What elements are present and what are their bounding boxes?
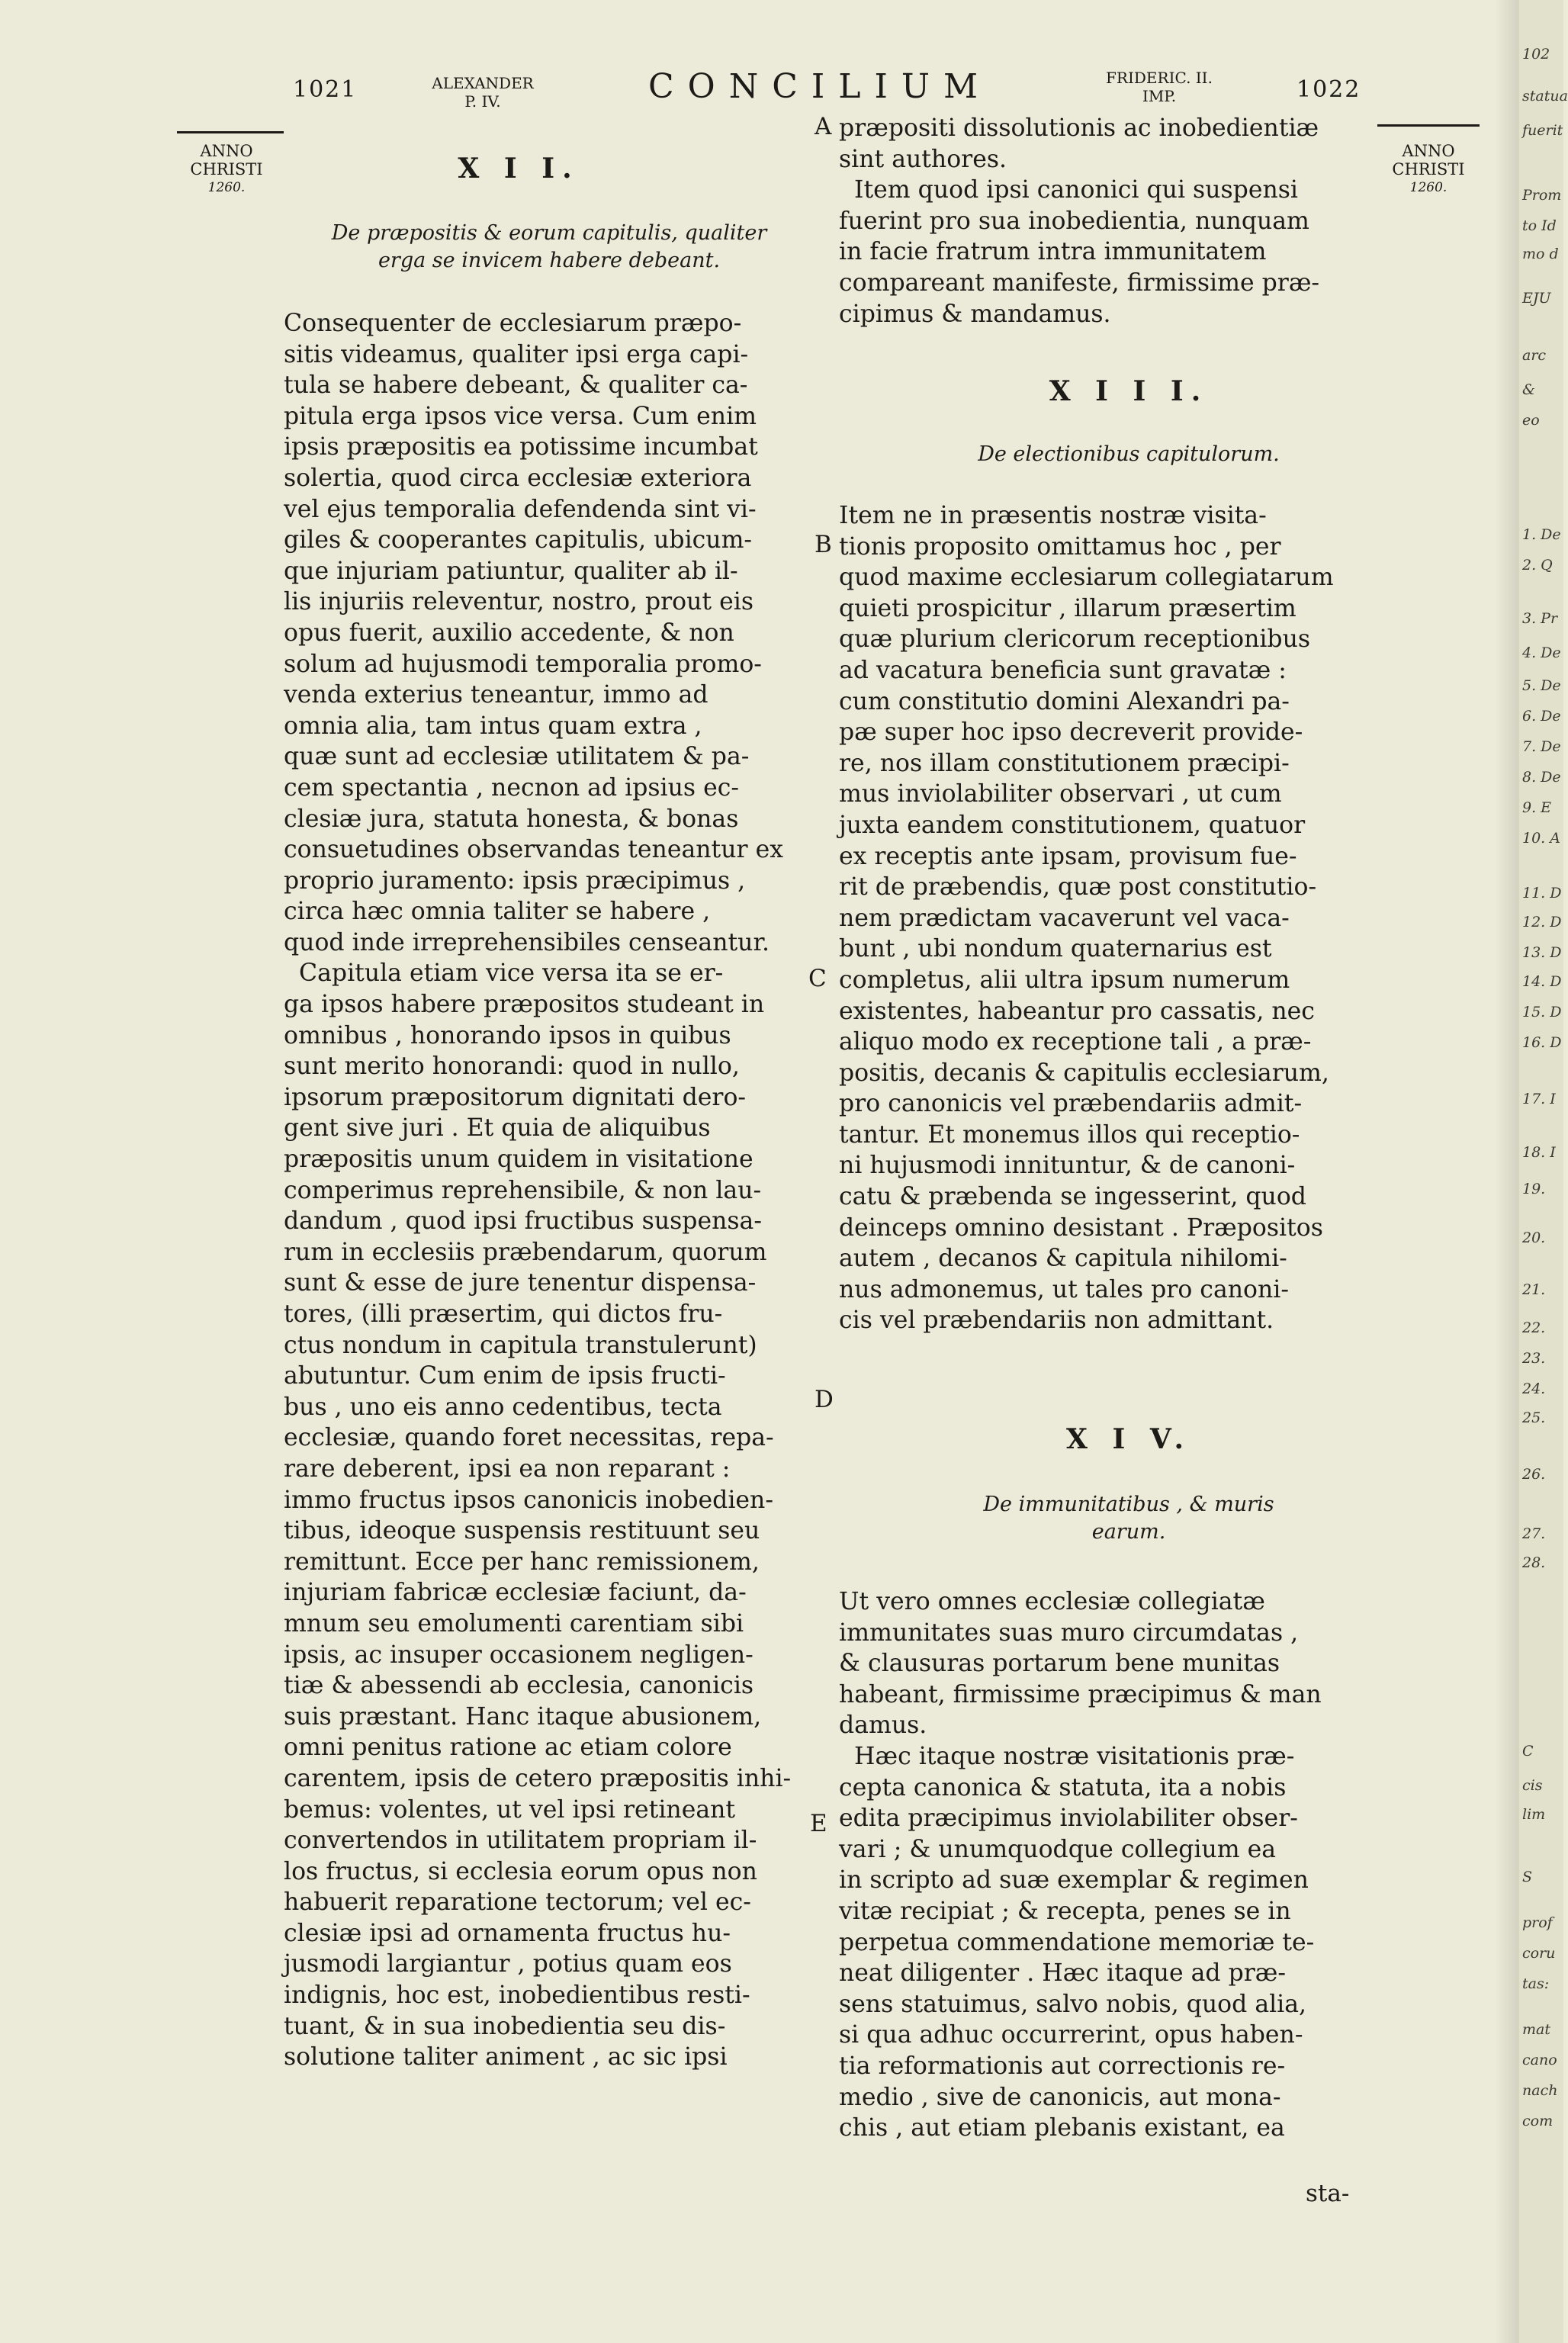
text-line: solum ad hujusmodi temporalia promo- bbox=[284, 650, 762, 678]
marginal-letter: C bbox=[808, 965, 827, 992]
right-column-text-bottom bbox=[839, 1586, 1322, 2144]
adjacent-page-fragment: 28. bbox=[1522, 1554, 1546, 1571]
text-line: ipsorum præpositorum dignitati dero- bbox=[284, 1083, 747, 1111]
text-line: perpetua commendatione memoriæ te- bbox=[839, 1928, 1315, 1956]
text-line: in facie fratrum intra immunitatem bbox=[839, 238, 1267, 266]
adjacent-page-fragment: Prom bbox=[1522, 187, 1562, 204]
adjacent-page-fragment: tas: bbox=[1522, 1975, 1550, 1992]
margin-rule-left bbox=[177, 131, 284, 133]
text-line: jusmodi largiantur , potius quam eos bbox=[284, 1950, 732, 1978]
text-line: ga ipsos habere præpositos studeant in bbox=[284, 991, 765, 1019]
text-line: cum constitutio domini Alexandri pa- bbox=[839, 687, 1290, 715]
text-line: rare deberent, ipsi ea non reparant : bbox=[284, 1454, 731, 1483]
text-line: aliquo modo ex receptione tali , a præ- bbox=[839, 1028, 1312, 1056]
text-line: cipimus & mandamus. bbox=[839, 300, 1111, 328]
text-line: opus fuerit, auxilio accedente, & non bbox=[284, 619, 734, 647]
adjacent-page-fragment: 2. Q bbox=[1522, 557, 1553, 574]
text-line: mnum seu emolumenti carentiam sibi bbox=[284, 1609, 744, 1638]
rubric-line: earum. bbox=[1091, 1520, 1166, 1544]
right-column-text-middle bbox=[839, 500, 1334, 1336]
rubric-line: De electionibus capitulorum. bbox=[978, 442, 1280, 466]
text-line: sint authores. bbox=[839, 145, 1007, 173]
text-line: sens statuimus, salvo nobis, quod alia, bbox=[839, 1990, 1307, 2018]
text-line: Item ne in præsentis nostræ visita- bbox=[839, 502, 1267, 529]
text-line: bunt , ubi nondum quaternarius est bbox=[839, 935, 1272, 963]
text-line: nus admonemus, ut tales pro canoni- bbox=[839, 1275, 1289, 1303]
section-heading-12: X I I. bbox=[458, 153, 580, 185]
text-line: que injuriam patiuntur, qualiter ab il- bbox=[284, 557, 738, 585]
anno-year: 1260. bbox=[1409, 180, 1448, 195]
adjacent-page-fragment: 25. bbox=[1522, 1409, 1546, 1426]
adjacent-page-fragment: 10. A bbox=[1522, 830, 1560, 847]
anno-label: CHRISTI bbox=[1392, 160, 1465, 178]
adjacent-page-fragment: nach bbox=[1522, 2082, 1558, 2099]
adjacent-page-fragment: 17. I bbox=[1522, 1091, 1556, 1107]
text-line: carentem, ipsis de cetero præpositis inhi- bbox=[284, 1764, 792, 1792]
text-line: positis, decanis & capitulis ecclesiarum, bbox=[839, 1059, 1329, 1087]
text-line: chis , aut etiam plebanis existant, ea bbox=[839, 2114, 1285, 2142]
text-line: clesiæ jura, statuta honesta, & bonas bbox=[284, 805, 739, 833]
adjacent-page-edge bbox=[1518, 0, 1568, 2343]
text-line: vitæ recipiat ; & recepta, penes se in bbox=[839, 1897, 1291, 1925]
text-line: immunitates suas muro circumdatas , bbox=[839, 1618, 1299, 1647]
text-line: rum in ecclesiis præbendarum, quorum bbox=[284, 1238, 767, 1266]
section-rubric-12 bbox=[282, 220, 816, 275]
adjacent-page-fragment: com bbox=[1522, 2113, 1554, 2129]
text-line: vel ejus temporalia defendenda sint vi- bbox=[284, 495, 757, 523]
text-line: cem spectantia , necnon ad ipsius ec- bbox=[284, 773, 740, 802]
text-line: quod inde irreprehensibiles censeantur. bbox=[284, 928, 770, 956]
adjacent-page-fragment: 27. bbox=[1522, 1525, 1546, 1542]
text-line: habeant, firmissime præcipimus & man bbox=[839, 1680, 1322, 1708]
text-line: Capitula etiam vice versa ita se er- bbox=[284, 959, 724, 988]
adjacent-page-fragment: 102 bbox=[1522, 46, 1550, 63]
text-line: nem prædictam vacaverunt vel vaca- bbox=[839, 904, 1290, 932]
adjacent-page-fragment: 16. D bbox=[1522, 1034, 1562, 1051]
adjacent-page-fragment: 15. D bbox=[1522, 1004, 1562, 1020]
page-gutter-shadow bbox=[1495, 0, 1518, 2343]
text-line: ex receptis ante ipsam, provisum fue- bbox=[839, 842, 1297, 870]
text-line: tiæ & abessendi ab ecclesia, canonicis bbox=[284, 1672, 754, 1700]
text-line: habuerit reparatione tectorum; vel ec- bbox=[284, 1888, 751, 1917]
adjacent-page-fragment: eo bbox=[1522, 412, 1540, 429]
section-rubric-14 bbox=[839, 1491, 1419, 1546]
text-line: quæ sunt ad ecclesiæ utilitatem & pa- bbox=[284, 743, 750, 771]
adjacent-page-fragment: cano bbox=[1522, 2052, 1557, 2068]
text-line: tia reformationis aut correctionis re- bbox=[839, 2052, 1286, 2080]
page-number-right: 1022 bbox=[1296, 76, 1361, 103]
text-line: edita præcipimus inviolabiliter obser- bbox=[839, 1805, 1298, 1833]
running-head-right-line: IMP. bbox=[1142, 87, 1177, 105]
section-heading-14: X I V. bbox=[1065, 1423, 1191, 1455]
text-line: venda exterius teneantur, immo ad bbox=[284, 681, 708, 709]
adjacent-page-fragment: mat bbox=[1522, 2021, 1550, 2038]
text-line: fuerint pro sua inobedientia, nunquam bbox=[839, 207, 1309, 235]
adjacent-page-fragment: 22. bbox=[1522, 1319, 1546, 1336]
page-number-left: 1021 bbox=[293, 76, 358, 103]
text-line: bemus: volentes, ut vel ipsi retineant bbox=[284, 1795, 736, 1824]
adjacent-page-fragment: 14. D bbox=[1522, 973, 1562, 990]
text-line: sitis videamus, qualiter ipsi erga capi- bbox=[284, 340, 749, 368]
margin-rule-right bbox=[1377, 124, 1480, 127]
text-line: ipsis præpositis ea potissime incumbat bbox=[284, 433, 758, 461]
text-line: catu & præbenda se ingesserint, quod bbox=[839, 1183, 1306, 1211]
catchword: sta- bbox=[1306, 2180, 1350, 2207]
text-line: immo fructus ipsos canonicis inobedien- bbox=[284, 1486, 773, 1514]
text-line: bus , uno eis anno cedentibus, tecta bbox=[284, 1393, 722, 1421]
text-line: tantur. Et monemus illos qui receptio- bbox=[839, 1120, 1300, 1149]
text-line: indignis, hoc est, inobedientibus resti- bbox=[284, 1981, 750, 2010]
marginal-letter: B bbox=[815, 531, 832, 558]
text-line: Ut vero omnes ecclesiæ collegiatæ bbox=[839, 1588, 1265, 1615]
marginal-letter: E bbox=[810, 1810, 827, 1837]
left-column-text bbox=[284, 308, 791, 2073]
text-line: remittunt. Ecce per hanc remissionem, bbox=[284, 1548, 760, 1576]
adjacent-page-fragment: 3. Pr bbox=[1522, 610, 1558, 627]
adjacent-page-fragment: 24. bbox=[1522, 1380, 1546, 1397]
adjacent-page-fragment: statua bbox=[1522, 88, 1568, 104]
section-heading-13: X I I I. bbox=[1049, 375, 1209, 407]
rubric-line: De immunitatibus , & muris bbox=[983, 1493, 1274, 1516]
adjacent-page-fragment: prof bbox=[1522, 1914, 1553, 1931]
text-line: autem , decanos & capitula nihilomi- bbox=[839, 1245, 1287, 1273]
text-line: tores, (illi præsertim, qui dictos fru- bbox=[284, 1300, 723, 1328]
adjacent-page-fragment: 7. De bbox=[1522, 738, 1561, 755]
rubric-line: erga se invicem habere debeant. bbox=[378, 249, 721, 272]
text-line: neat diligenter . Hæc itaque ad præ- bbox=[839, 1959, 1287, 1988]
text-line: Consequenter de ecclesiarum præpo- bbox=[284, 310, 742, 337]
adjacent-page-fragment: 26. bbox=[1522, 1466, 1546, 1483]
text-line: tuant, & in sua inobedientia seu dis- bbox=[284, 2012, 726, 2040]
anno-year: 1260. bbox=[207, 180, 246, 195]
text-line: in scripto ad suæ exemplar & regimen bbox=[839, 1866, 1309, 1895]
adjacent-page-fragment: lim bbox=[1522, 1806, 1546, 1823]
adjacent-page-fragment: 9. E bbox=[1522, 799, 1552, 816]
adjacent-page-fragment: 8. De bbox=[1522, 769, 1561, 786]
adjacent-page-fragment: 19. bbox=[1522, 1181, 1546, 1197]
text-line: Item quod ipsi canonici qui suspensi bbox=[839, 176, 1298, 204]
text-line: juxta eandem constitutionem, quatuor bbox=[839, 811, 1306, 839]
text-line: compareant manifeste, firmissime præ- bbox=[839, 268, 1320, 297]
text-line: ctus nondum in capitula transtulerunt) bbox=[284, 1331, 757, 1359]
text-line: dandum , quod ipsi fructibus suspensa- bbox=[284, 1207, 762, 1236]
text-line: ad vacatura beneficia sunt gravatæ : bbox=[839, 656, 1287, 684]
anno-label: ANNO bbox=[200, 142, 253, 160]
text-line: pitula erga ipsos vice versa. Cum enim bbox=[284, 402, 757, 430]
adjacent-page-fragment: 18. I bbox=[1522, 1144, 1556, 1161]
adjacent-page-fragment: mo d bbox=[1522, 246, 1559, 262]
text-line: tula se habere debeant, & qualiter ca- bbox=[284, 371, 748, 400]
text-line: cis vel præbendariis non admittant. bbox=[839, 1306, 1274, 1335]
margin-note-right bbox=[1379, 142, 1478, 197]
marginal-letter: A bbox=[815, 113, 832, 140]
text-line: vari ; & unumquodque collegium ea bbox=[839, 1835, 1277, 1863]
text-line: giles & cooperantes capitulis, ubicum- bbox=[284, 526, 753, 554]
text-line: Hæc itaque nostræ visitationis præ- bbox=[839, 1742, 1295, 1770]
adjacent-page-fragment: fuerit bbox=[1522, 122, 1563, 139]
adjacent-page-fragment: C bbox=[1522, 1743, 1534, 1760]
text-line: lis injuriis releventur, nostro, prout eis bbox=[284, 588, 753, 616]
text-line: suis præstant. Hanc itaque abusionem, bbox=[284, 1702, 762, 1731]
text-line: solertia, quod circa ecclesiæ exteriora bbox=[284, 464, 752, 492]
text-line: completus, alii ultra ipsum numerum bbox=[839, 966, 1290, 994]
section-rubric-13 bbox=[839, 441, 1419, 468]
adjacent-page-fragment: 20. bbox=[1522, 1229, 1546, 1246]
running-head-left-line: P. IV. bbox=[464, 92, 501, 111]
text-line: quod maxime ecclesiarum collegiatarum bbox=[839, 564, 1334, 592]
adjacent-page-fragment: to Id bbox=[1522, 217, 1557, 234]
anno-label: ANNO bbox=[1402, 142, 1455, 160]
text-line: clesiæ ipsi ad ornamenta fructus hu- bbox=[284, 1919, 731, 1947]
text-line: solutione taliter animent , ac sic ipsi bbox=[284, 2043, 728, 2071]
text-line: rit de præbendis, quæ post constitutio- bbox=[839, 873, 1317, 902]
adjacent-page-fragment: 5. De bbox=[1522, 677, 1561, 694]
text-line: quieti prospicitur , illarum præsertim bbox=[839, 594, 1296, 622]
text-line: injuriam fabricæ ecclesiæ faciunt, da- bbox=[284, 1579, 747, 1607]
text-line: ipsis, ac insuper occasionem negligen- bbox=[284, 1641, 753, 1669]
adjacent-page-fragment: 11. D bbox=[1522, 885, 1562, 902]
anno-label: CHRISTI bbox=[190, 160, 263, 178]
adjacent-page-fragment: 21. bbox=[1522, 1281, 1546, 1298]
text-line: omnia alia, tam intus quam extra , bbox=[284, 712, 702, 740]
text-line: quæ plurium clericorum receptionibus bbox=[839, 625, 1311, 654]
running-head-right-line: FRIDERIC. II. bbox=[1106, 69, 1213, 87]
text-line: medio , sive de canonicis, aut mona- bbox=[839, 2083, 1281, 2111]
text-line: tibus, ideoque suspensis restituunt seu bbox=[284, 1517, 760, 1545]
rubric-line: De præpositis & eorum capitulis, qualiter bbox=[331, 221, 767, 245]
text-line: cepta canonica & statuta, ita a nobis bbox=[839, 1773, 1287, 1801]
text-line: convertendos in utilitatem propriam il- bbox=[284, 1827, 757, 1855]
text-line: sunt merito honorandi: quod in nullo, bbox=[284, 1053, 740, 1081]
adjacent-page-fragment: EJU bbox=[1522, 290, 1551, 307]
text-line: tionis proposito omittamus hoc , per bbox=[839, 532, 1281, 561]
text-line: gent sive juri . Et quia de aliquibus bbox=[284, 1114, 711, 1143]
text-line: comperimus reprehensibile, & non lau- bbox=[284, 1176, 762, 1204]
text-line: re, nos illam constitutionem præcipi- bbox=[839, 749, 1290, 777]
adjacent-page-fragment: 12. D bbox=[1522, 914, 1562, 930]
text-line: existentes, habeantur pro cassatis, nec bbox=[839, 997, 1315, 1025]
running-head-title: CONCILIUM bbox=[648, 67, 992, 106]
adjacent-page-fragment: coru bbox=[1522, 1945, 1556, 1962]
text-line: proprio juramento: ipsis præcipimus , bbox=[284, 866, 746, 895]
running-head-left bbox=[418, 74, 548, 111]
adjacent-page-fragment: 13. D bbox=[1522, 944, 1562, 961]
adjacent-page-fragment: & bbox=[1522, 381, 1535, 398]
text-line: mus inviolabiliter observari , ut cum bbox=[839, 780, 1282, 808]
text-line: omni penitus ratione ac etiam colore bbox=[284, 1734, 732, 1762]
adjacent-page-fragment: S bbox=[1522, 1869, 1533, 1885]
text-line: ecclesiæ, quando foret necessitas, repa- bbox=[284, 1424, 774, 1452]
text-line: consuetudines observandas teneantur ex bbox=[284, 836, 783, 864]
adjacent-page-fragment: 6. De bbox=[1522, 708, 1561, 725]
text-line: si qua adhuc occurrerint, opus haben- bbox=[839, 2021, 1303, 2049]
margin-note-left bbox=[177, 142, 276, 197]
text-line: præpositis unum quidem in visitatione bbox=[284, 1146, 753, 1174]
text-line: pæ super hoc ipso decreverit provide- bbox=[839, 718, 1303, 747]
text-line: ni hujusmodi innituntur, & de canoni- bbox=[839, 1152, 1296, 1180]
marginal-letter: D bbox=[815, 1386, 834, 1413]
adjacent-page-fragment: cis bbox=[1522, 1777, 1543, 1794]
text-line: sunt & esse de jure tenentur dispensa- bbox=[284, 1269, 757, 1297]
running-head-left-line: ALEXANDER bbox=[432, 74, 534, 92]
text-line: circa hæc omnia taliter se habere , bbox=[284, 898, 711, 926]
text-line: pro canonicis vel præbendariis admit- bbox=[839, 1090, 1303, 1118]
text-line: damus. bbox=[839, 1711, 927, 1740]
text-line: & clausuras portarum bene munitas bbox=[839, 1650, 1280, 1678]
text-line: omnibus , honorando ipsos in quibus bbox=[284, 1021, 731, 1049]
text-line: abutuntur. Cum enim de ipsis fructi- bbox=[284, 1362, 726, 1390]
text-line: los fructus, si ecclesia eorum opus non bbox=[284, 1857, 757, 1885]
text-line: deinceps omnino desistant . Præpositos bbox=[839, 1213, 1323, 1242]
text-line: præpositi dissolutionis ac inobedientiæ bbox=[839, 114, 1319, 142]
right-column-text-top bbox=[839, 113, 1319, 329]
adjacent-page-fragment: 1. De bbox=[1522, 526, 1561, 543]
adjacent-page-fragment: 23. bbox=[1522, 1350, 1546, 1367]
adjacent-page-fragment: 4. De bbox=[1522, 644, 1561, 661]
running-head-right bbox=[1083, 69, 1235, 105]
adjacent-page-fragment: arc bbox=[1522, 347, 1547, 364]
